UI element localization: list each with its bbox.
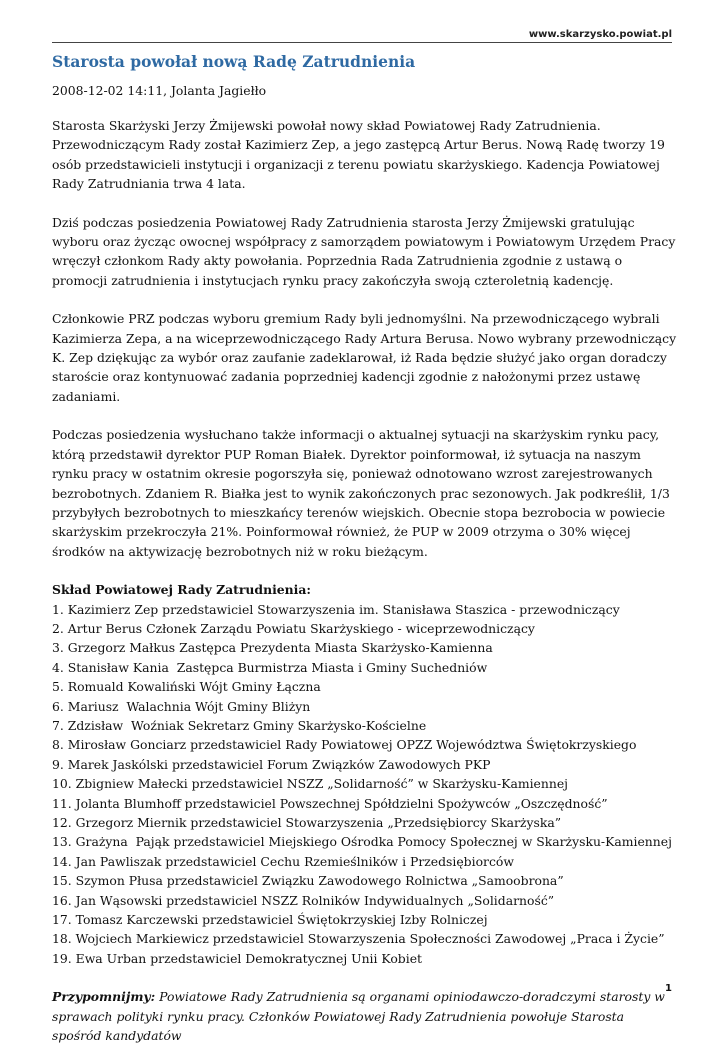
list-item: 2. Artur Berus Członek Zarządu Powiatu Skarżyskiego - wiceprzewodniczący xyxy=(52,620,535,636)
members-list xyxy=(52,600,677,969)
paragraph-1: Starosta Skarżyski Jerzy Żmijewski powołał nowy skład Powiatowej Rady Zatrudnienia. Przewodniczącym Rady został Kazimierz Zep, a jego zastępcą Artur Berus. Nową Radę tworzy 19 osób przedstawicieli instytucji i organizacji z terenu powiatu skarżyskiego. Kadencja Powiatowej Rady Zatrudniania trwa 4 lata. xyxy=(52,118,665,192)
header-divider xyxy=(52,42,672,43)
list-item: 8. Mirosław Gonciarz przedstawiciel Rady Powiatowej OPZZ Województwa Świętokrzyskiego xyxy=(52,737,637,753)
list-item: 9. Marek Jaskólski przedstawiciel Forum Związków Zawodowych PKP xyxy=(52,756,491,772)
list-item: 1. Kazimierz Zep przedstawiciel Stowarzyszenia im. Stanisława Staszica - przewodniczący xyxy=(52,601,620,617)
list-item: 15. Szymon Płusa przedstawiciel Związku Zawodowego Rolnictwa „Samoobrona” xyxy=(52,873,564,889)
reminder-text: Powiatowe Rady Zatrudnienia są organami opiniodawczo-doradczymi starosty w sprawach polityki rynku pracy. Członków Powiatowej Rady Zatrudnienia powołuje Starosta spośród kandydatów xyxy=(52,989,665,1044)
paragraph-4: Podczas posiedzenia wysłuchano także informacji o aktualnej sytuacji na skarżyskim rynku pacy, którą przedstawił dyrektor PUP Roman Białek. Dyrektor poinformował, iż sytuacja na naszym rynku pracy w ostatnim okresie pogorszyła się, ponieważ odnotowano wzrost zarejestrowanych bezrobotnych. Zdaniem R. Białka jest to wynik zakończonych prac sezonowych. Jak podkreślił, 1/3 przybyłych bezrobotnych to mieszkańcy terenów wiejskich. Obecnie stopa bezrobocia w powiecie skarżyskim przekroczyła 21%. Poinformował również, że PUP w 2009 otrzyma o 30% więcej środków na aktywizację bezrobotnych niż w roku bieżącym. xyxy=(52,427,670,559)
list-item: 19. Ewa Urban przedstawiciel Demokratycznej Unii Kobiet xyxy=(52,950,423,966)
reminder-label: Przypomnijmy: xyxy=(52,989,156,1005)
header-url: www.skarzysko.powiat.pl xyxy=(528,29,672,40)
list-item: 11. Jolanta Blumhoff przedstawiciel Powszechnej Spółdzielni Spożywców „Oszczędność” xyxy=(52,795,608,811)
list-item: 10. Zbigniew Małecki przedstawiciel NSZZ „Solidarność” w Skarżysku-Kamiennej xyxy=(52,776,569,792)
list-item: 14. Jan Pawliszak przedstawiciel Cechu Rzemieślników i Przedsiębiorców xyxy=(52,853,514,869)
list-item: 16. Jan Wąsowski przedstawiciel NSZZ Rolników Indywidualnych „Solidarność” xyxy=(52,892,555,908)
list-item: 6. Mariusz Walachnia Wójt Gminy Bliżyn xyxy=(52,698,311,714)
article xyxy=(52,52,677,1045)
list-item: 7. Zdzisław Woźniak Sekretarz Gminy Skarżysko-Kościelne xyxy=(52,717,427,733)
list-item: 13. Grażyna Pająk przedstawiciel Miejskiego Ośrodka Pomocy Społecznej w Skarżysku-Kamiennej xyxy=(52,834,672,850)
list-item: 5. Romuald Kowaliński Wójt Gminy Łączna xyxy=(52,679,321,695)
list-item: 3. Grzegorz Małkus Zastępca Prezydenta Miasta Skarżysko-Kamienna xyxy=(52,640,493,656)
list-item: 4. Stanisław Kania Zastępca Burmistrza Miasta i Gminy Suchedniów xyxy=(52,659,488,675)
page-number: 1 xyxy=(665,983,672,994)
paragraph-3: Członkowie PRZ podczas wyboru gremium Rady byli jednomyślni. Na przewodniczącego wybrali Kazimierza Zepa, a na wiceprzewodniczącego Rady Artura Berusa. Nowo wybrany przewodniczący K. Zep dziękując za wybór oraz zaufanie zadeklarował, iż Rada będzie służyć jako organ doradczy staroście oraz kontynuować zadania poprzedniej kadencji zgodnie z nałożonymi przez ustawę zadaniami. xyxy=(52,311,677,404)
paragraph-2: Dziś podczas posiedzenia Powiatowej Rady Zatrudnienia starosta Jerzy Żmijewski gratulując wyboru oraz życząc owocnej współpracy z samorządem powiatowym i Powiatowym Urzędem Pracy wręczył członkom Rady akty powołania. Poprzednia Rada Zatrudnienia zgodnie z ustawą o promocji zatrudnienia i instytucjach rynku pracy zakończyła swoją czteroletnią kadencję. xyxy=(52,214,676,288)
article-title: Starosta powołał nową Radę Zatrudnienia xyxy=(52,52,416,71)
reminder-note xyxy=(52,987,677,1045)
list-item: 12. Grzegorz Miernik przedstawiciel Stowarzyszenia „Przedsiębiorcy Skarżyska” xyxy=(52,815,562,830)
list-item: 18. Wojciech Markiewicz przedstawiciel Stowarzyszenia Społeczności Zawodowej „Praca i Życie” xyxy=(52,931,665,947)
list-item: 17. Tomasz Karczewski przedstawiciel Świętokrzyskiej Izby Rolniczej xyxy=(52,912,488,928)
article-meta: 2008-12-02 14:11, Jolanta Jagiełło xyxy=(52,83,267,98)
members-heading: Skład Powiatowej Rady Zatrudnienia: xyxy=(52,582,311,598)
